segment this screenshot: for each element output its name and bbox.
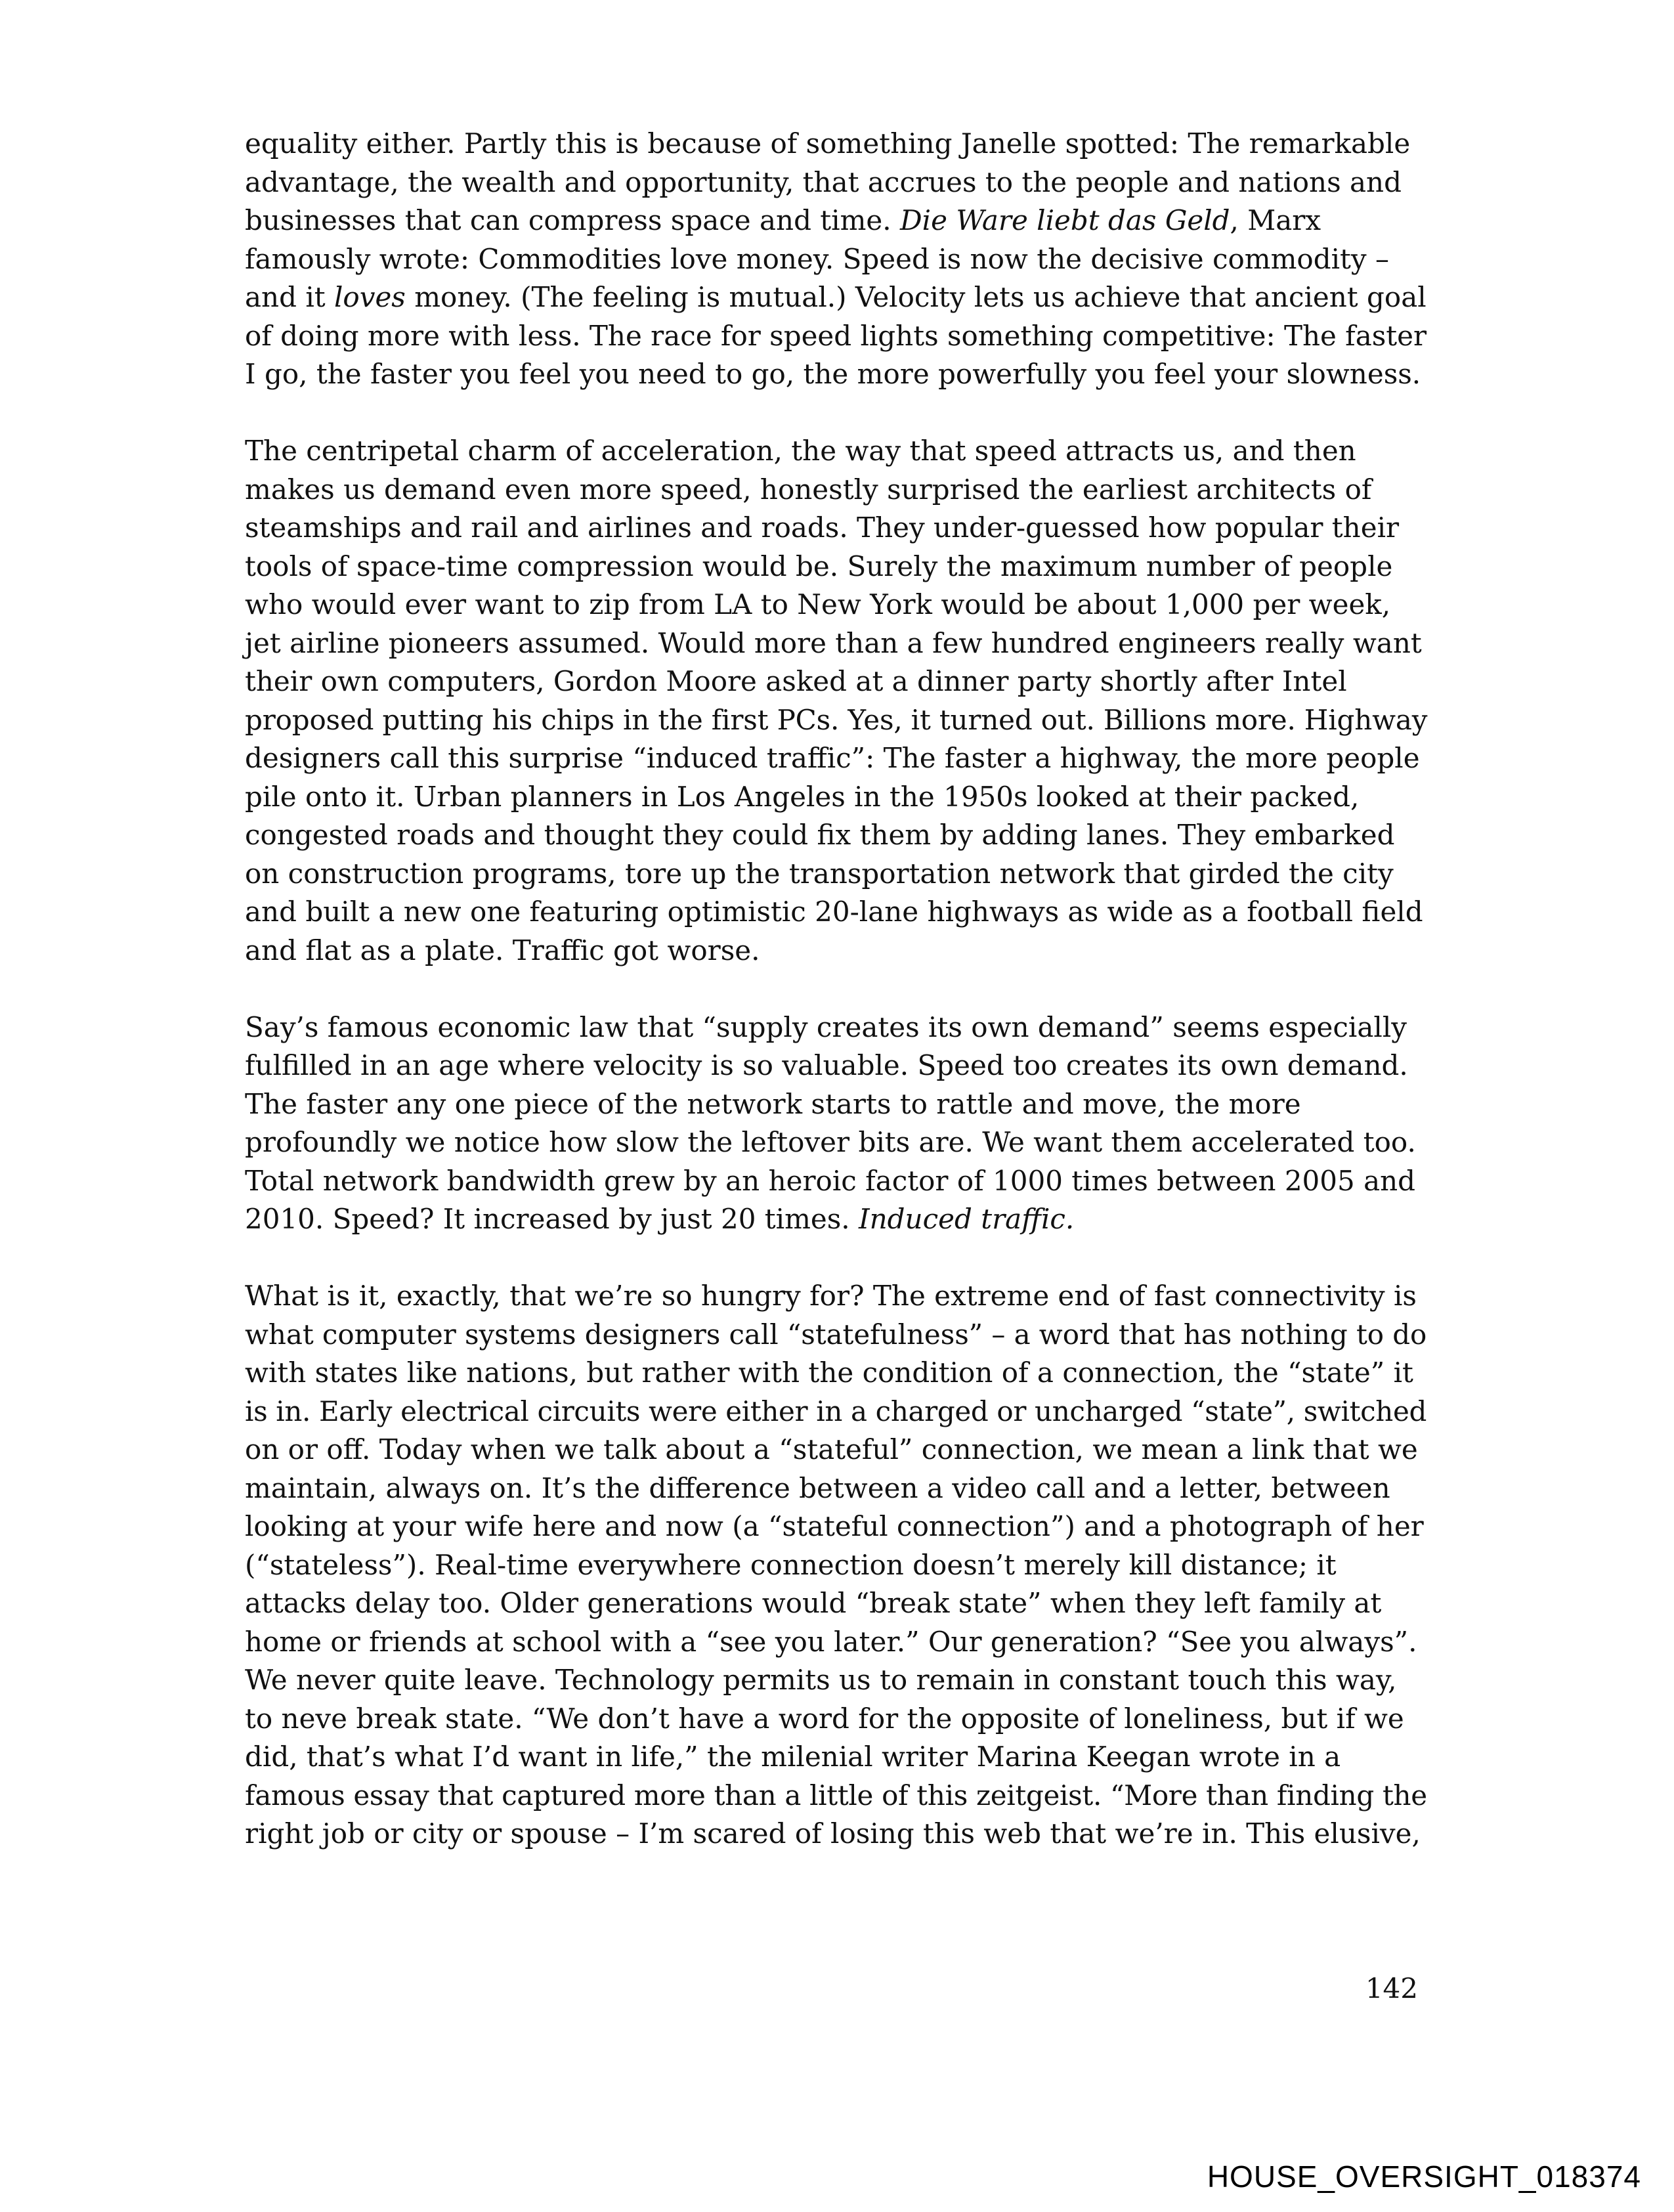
text-line: [245, 1354, 1427, 1393]
text-run: money. (The feeling is mutual.) Velocity lets us achieve that ancient goal: [405, 281, 1427, 313]
paragraph: [245, 1008, 1427, 1239]
italic-run: Induced traffic.: [859, 1203, 1075, 1235]
text-run: and it: [245, 281, 334, 313]
paragraph: [245, 125, 1427, 394]
text-line: [245, 1123, 1427, 1162]
text-run: Total network bandwidth grew by an heroic factor of 1000 times between 2005 and: [245, 1164, 1416, 1197]
text-line: [245, 701, 1427, 740]
text-line: [245, 509, 1427, 548]
text-line: [245, 355, 1427, 394]
text-line: [245, 1469, 1427, 1508]
text-run: on construction programs, tore up the transportation network that girded the city: [245, 857, 1394, 890]
text-line: [245, 471, 1427, 510]
text-run: and flat as a plate. Traffic got worse.: [245, 934, 760, 966]
text-run: looking at your wife here and now (a “stateful connection”) and a photograph of her: [245, 1510, 1424, 1542]
text-run: jet airline pioneers assumed. Would more than a few hundred engineers really want: [245, 626, 1422, 659]
text-run: tools of space-time compression would be. Surely the maximum number of people: [245, 550, 1393, 582]
text-line: [245, 1777, 1427, 1815]
text-line: [245, 1507, 1427, 1546]
paragraph: [245, 1277, 1427, 1854]
text-run: maintain, always on. It’s the difference between a video call and a letter, between: [245, 1471, 1390, 1504]
text-line: [245, 624, 1427, 663]
bates-stamp: HOUSE_OVERSIGHT_018374: [1207, 2159, 1641, 2194]
text-run: advantage, the wealth and opportunity, that accrues to the people and nations and: [245, 165, 1402, 198]
text-run: what computer systems designers call “statefulness” – a word that has nothing to do: [245, 1318, 1427, 1351]
text-line: [245, 1316, 1427, 1355]
text-line: [245, 202, 1427, 240]
text-line: [245, 778, 1427, 817]
italic-run: Die Ware liebt das Geld: [900, 204, 1230, 236]
page-body: [245, 125, 1427, 1854]
text-line: [245, 1815, 1427, 1854]
text-run: We never quite leave. Technology permits us to remain in constant touch this way,: [245, 1664, 1397, 1696]
text-line: [245, 1393, 1427, 1431]
text-run: right job or city or spouse – I’m scared of losing this web that we’re in. This elusive,: [245, 1817, 1421, 1850]
text-run: pile onto it. Urban planners in Los Angeles in the 1950s looked at their packed,: [245, 780, 1360, 813]
text-run: did, that’s what I’d want in life,” the milenial writer Marina Keegan wrote in a: [245, 1741, 1341, 1773]
page-number: 142: [1365, 1972, 1418, 2005]
text-run: home or friends at school with a “see you later.” Our generation? “See you always”.: [245, 1625, 1417, 1658]
text-run: is in. Early electrical circuits were either in a charged or uncharged “state”, switched: [245, 1395, 1427, 1427]
text-run: I go, the faster you feel you need to go, the more powerfully you feel your slowness.: [245, 358, 1421, 390]
text-run: proposed putting his chips in the first PCs. Yes, it turned out. Billions more. Highway: [245, 703, 1428, 736]
text-run: makes us demand even more speed, honestly surprised the earliest architects of: [245, 473, 1372, 506]
text-line: [245, 1431, 1427, 1469]
italic-run: loves: [334, 281, 406, 313]
text-run: Say’s famous economic law that “supply creates its own demand” seems especially: [245, 1010, 1407, 1043]
text-line: [245, 893, 1427, 932]
text-run: famously wrote: Commodities love money. Speed is now the decisive commodity –: [245, 242, 1389, 275]
paragraph-gap: [245, 970, 1427, 1008]
text-run: attacks delay too. Older generations would “break state” when they left family at: [245, 1587, 1382, 1619]
text-line: [245, 1546, 1427, 1585]
text-line: [245, 1162, 1427, 1201]
text-line: [245, 1738, 1427, 1777]
text-run: famous essay that captured more than a little of this zeitgeist. “More than finding the: [245, 1779, 1427, 1811]
text-run: 2010. Speed? It increased by just 20 times.: [245, 1203, 859, 1235]
text-run: steamships and rail and airlines and roads. They under-guessed how popular their: [245, 511, 1400, 544]
text-line: [245, 278, 1427, 317]
text-line: [245, 586, 1427, 624]
text-line: [245, 1008, 1427, 1047]
text-run: businesses that can compress space and time.: [245, 204, 900, 236]
text-line: [245, 548, 1427, 586]
paragraph-gap: [245, 394, 1427, 433]
text-run: of doing more with less. The race for speed lights something competitive: The faster: [245, 319, 1427, 352]
text-line: [245, 432, 1427, 471]
text-line: [245, 1623, 1427, 1662]
text-run: The faster any one piece of the network starts to rattle and move, the more: [245, 1087, 1301, 1120]
text-line: [245, 163, 1427, 202]
text-line: [245, 1700, 1427, 1739]
text-run: on or off. Today when we talk about a “stateful” connection, we mean a link that we: [245, 1433, 1418, 1465]
paragraph: [245, 432, 1427, 970]
text-run: congested roads and thought they could fix them by adding lanes. They embarked: [245, 819, 1395, 851]
text-line: [245, 317, 1427, 356]
paragraph-gap: [245, 1239, 1427, 1278]
text-line: [245, 1085, 1427, 1124]
text-line: [245, 125, 1427, 163]
text-run: equality either. Partly this is because of something Janelle spotted: The remarkable: [245, 127, 1411, 160]
text-run: , Marx: [1230, 204, 1321, 236]
text-run: fulfilled in an age where velocity is so valuable. Speed too creates its own demand.: [245, 1049, 1408, 1081]
text-run: designers call this surprise “induced traffic”: The faster a highway, the more people: [245, 742, 1420, 774]
text-run: to neve break state. “We don’t have a word for the opposite of loneliness, but if we: [245, 1702, 1404, 1735]
text-line: [245, 1200, 1427, 1239]
text-line: [245, 932, 1427, 970]
text-run: their own computers, Gordon Moore asked at a dinner party shortly after Intel: [245, 665, 1347, 697]
text-line: [245, 1661, 1427, 1700]
text-run: (“stateless”). Real-time everywhere connection doesn’t merely kill distance; it: [245, 1548, 1337, 1581]
text-run: and built a new one featuring optimistic 20-lane highways as wide as a football field: [245, 896, 1423, 928]
text-run: with states like nations, but rather with the condition of a connection, the “state” it: [245, 1356, 1413, 1389]
text-line: [245, 739, 1427, 778]
text-run: who would ever want to zip from LA to New York would be about 1,000 per week,: [245, 588, 1391, 620]
text-run: The centripetal charm of acceleration, the way that speed attracts us, and then: [245, 435, 1356, 467]
text-line: [245, 662, 1427, 701]
text-line: [245, 1047, 1427, 1085]
text-run: profoundly we notice how slow the leftover bits are. We want them accelerated too.: [245, 1126, 1416, 1158]
text-line: [245, 855, 1427, 894]
text-line: [245, 1584, 1427, 1623]
text-line: [245, 240, 1427, 279]
text-line: [245, 1277, 1427, 1316]
text-run: What is it, exactly, that we’re so hungry for? The extreme end of fast connectivity is: [245, 1280, 1417, 1312]
text-line: [245, 816, 1427, 855]
